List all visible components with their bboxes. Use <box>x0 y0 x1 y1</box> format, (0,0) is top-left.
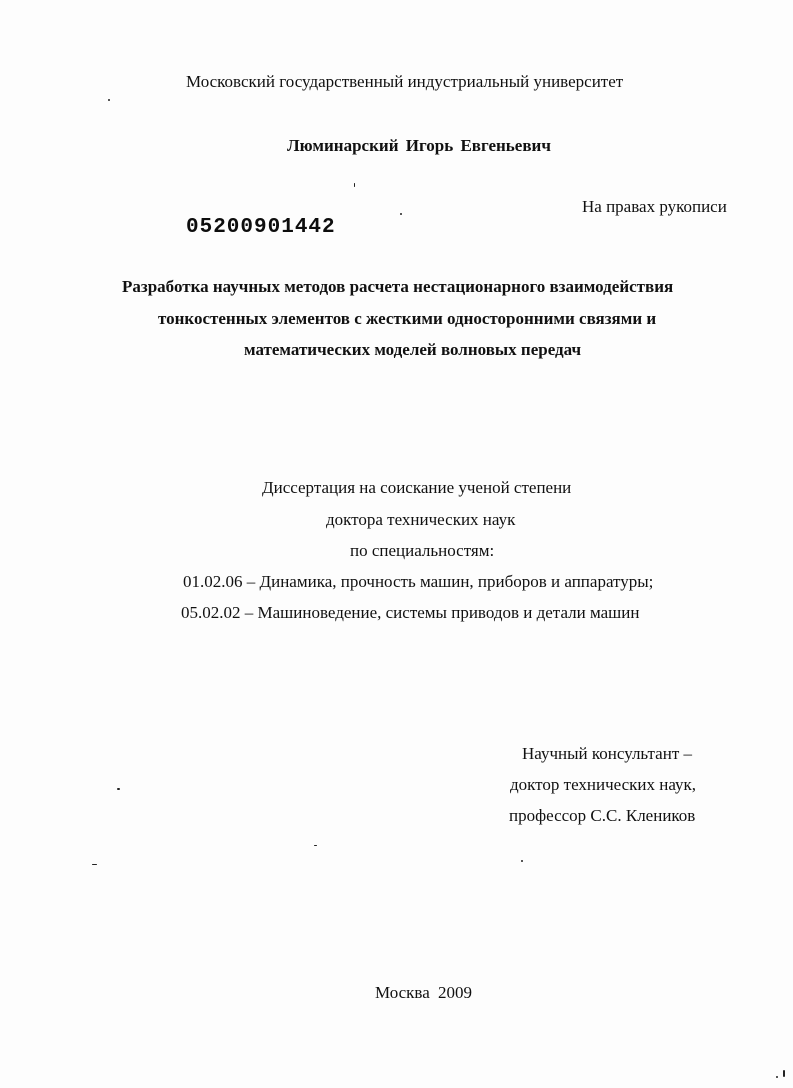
consultant-line: доктор технических наук, <box>510 775 697 794</box>
dissertation-line: по специальностям: <box>350 541 495 560</box>
manuscript-note: На правах рукописи <box>582 197 727 216</box>
specialty-line: 01.02.06 – Динамика, прочность машин, приборов и аппаратуры; <box>183 572 654 591</box>
scan-speck <box>314 845 317 846</box>
scan-speck <box>776 1076 778 1078</box>
author-name: Люминарский Игорь Евгеньевич <box>287 136 551 155</box>
city-year: Москва 2009 <box>375 983 473 1002</box>
title-line: математических моделей волновых передач <box>244 340 582 359</box>
university-name: Московский государственный индустриальный университет <box>186 72 624 91</box>
scan-speck <box>400 213 402 215</box>
scan-speck <box>117 788 120 790</box>
title-line: Разработка научных методов расчета нестационарного взаимодействия <box>122 277 674 296</box>
scan-speck <box>354 183 355 187</box>
dissertation-line: Диссертация на соискание ученой степени <box>262 478 572 497</box>
dissertation-line: доктора технических наук <box>326 510 516 529</box>
scan-speck <box>108 99 110 101</box>
scan-speck <box>92 864 97 865</box>
scan-speck <box>521 860 523 862</box>
registration-code: 05200901442 <box>186 216 336 239</box>
title-line: тонкостенных элементов с жесткими односторонними связями и <box>158 309 657 328</box>
scan-speck <box>783 1070 785 1077</box>
specialty-line: 05.02.02 – Машиноведение, системы приводов и детали машин <box>181 603 640 622</box>
consultant-line: профессор С.С. Клеников <box>509 806 696 825</box>
consultant-line: Научный консультант – <box>522 744 692 763</box>
